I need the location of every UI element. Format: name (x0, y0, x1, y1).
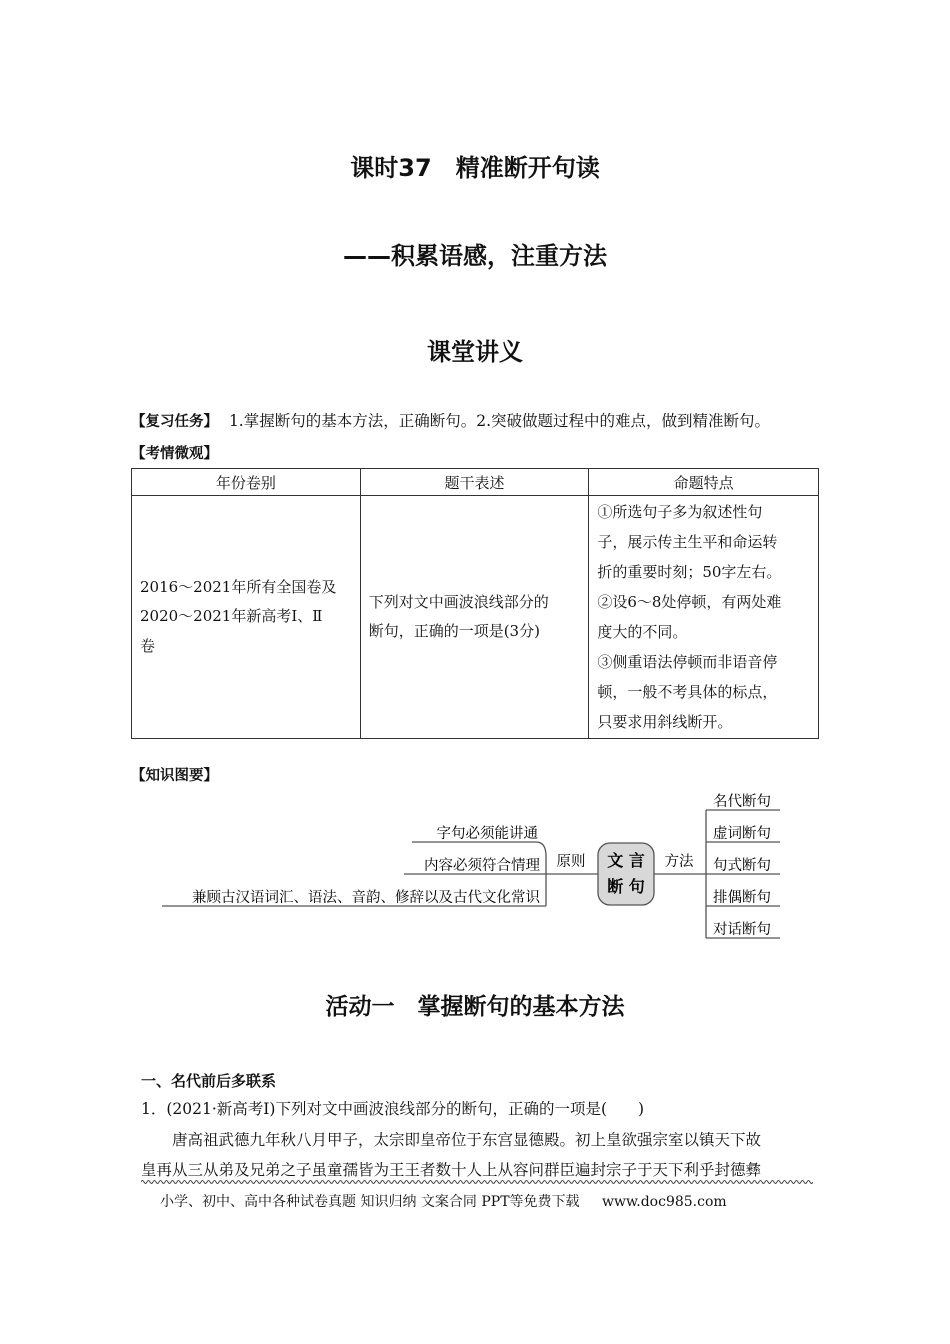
knowledge-label: 【知识图要】 (131, 768, 218, 784)
year-line: 卷 (140, 636, 156, 655)
feature-line: ③侧重语法停顿而非语音停 (597, 653, 778, 671)
exam-table (131, 468, 819, 739)
question-stem: 1．(2021·新高考Ⅰ)下列对文中画波浪线部分的断句，正确的一项是( ) (141, 1100, 645, 1118)
feature-line: 子，展示传主生平和命运转 (597, 533, 778, 551)
feature-line: ①所选句子多为叙述性句 (597, 503, 763, 521)
section-title: 课堂讲义 (427, 338, 523, 366)
wavy-underline (141, 1179, 813, 1185)
table-row (132, 496, 819, 739)
feature-line: 顿，一般不考具体的标点， (597, 683, 778, 701)
footer-link[interactable]: www.doc985.com (601, 1194, 727, 1210)
page-subtitle: ——积累语感，注重方法 (343, 242, 607, 270)
point-heading: 一、名代前后多联系 (141, 1072, 277, 1090)
table-header: 年份卷别 (132, 469, 361, 496)
feature-line: 度大的不同。 (597, 623, 688, 641)
principle-item: 兼顾古汉语词汇、语法、音韵、修辞以及古代文化常识 (192, 890, 540, 906)
table-header-row (132, 469, 819, 496)
review-task-text: 1.掌握断句的基本方法，正确断句。2.突破做题过程中的难点，做到精准断句。 (228, 412, 771, 430)
stem-line: 下列对文中画波浪线部分的 (368, 592, 549, 611)
method-item: 虚词断句 (713, 826, 771, 842)
table-header: 题干表述 (360, 469, 589, 496)
passage-line: 唐高祖武德九年秋八月甲子，太宗即皇帝位于东宫显德殿。初上皇欲强宗室以镇天下故 (172, 1131, 762, 1149)
principle-item: 内容必须符合情理 (424, 858, 540, 874)
passage-line: 皇再从三从弟及兄弟之子虽童孺皆为王王者数十人上从容问群臣遍封宗子于天下利乎封德彝 (141, 1161, 762, 1179)
table-header: 命题特点 (589, 469, 819, 496)
knowledge-diagram (0, 780, 950, 950)
principle-label: 原则 (556, 854, 586, 870)
method-item: 句式断句 (713, 858, 771, 874)
method-item: 排偶断句 (713, 890, 771, 906)
review-task (131, 409, 770, 431)
stem-line: 断句，正确的一项是(3分) (368, 622, 540, 640)
footer-text: 小学、初中、高中各种试卷真题 知识归纳 文案合同 PPT等免费下载 (160, 1194, 580, 1210)
page-title: 课时37 精准断开句读 (350, 154, 600, 182)
activity-title: 活动一 掌握断句的基本方法 (325, 994, 625, 1020)
year-line: 2016～2021年所有全国卷及 (140, 577, 337, 596)
feature-line: 只要求用斜线断开。 (597, 713, 733, 731)
stem-cell (360, 496, 589, 739)
method-item: 名代断句 (713, 794, 771, 810)
year-line: 2020～2021年新高考Ⅰ、Ⅱ (140, 607, 323, 626)
feature-cell (589, 496, 819, 739)
review-task-label: 【复习任务】 (131, 414, 218, 430)
feature-line: 折的重要时刻；50字左右。 (597, 563, 782, 581)
method-label: 方法 (664, 854, 694, 870)
exam-label: 【考情微观】 (131, 446, 218, 462)
method-item: 对话断句 (713, 922, 771, 938)
principle-item: 字句必须能讲通 (436, 826, 538, 842)
center-line: 文 言 (607, 851, 645, 870)
year-cell (132, 496, 361, 739)
feature-line: ②设6～8处停顿，有两处难 (597, 593, 782, 611)
center-line: 断 句 (607, 877, 645, 896)
footer (160, 1191, 727, 1211)
